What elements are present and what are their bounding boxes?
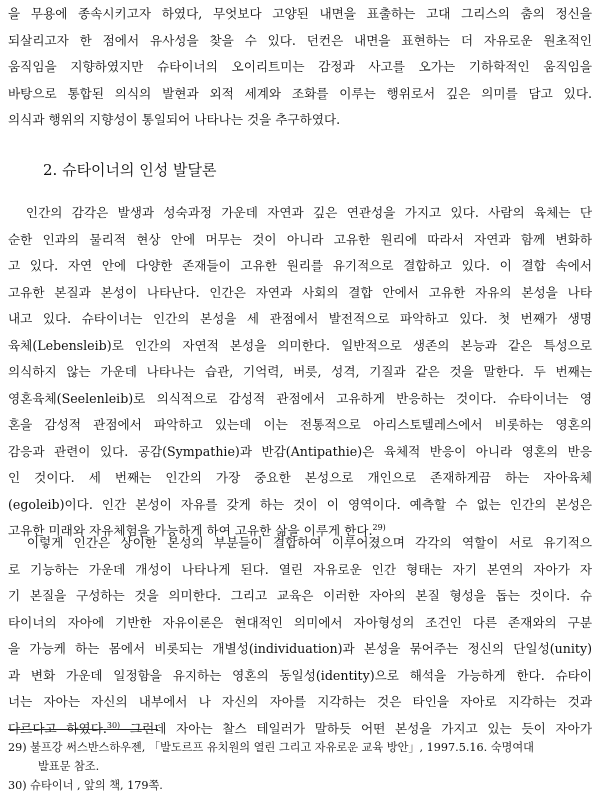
footnote-29 <box>8 738 598 776</box>
text-line: 움직임을 지향하였지만 슈타이너의 오이리트미는 감정과 사고를 오가는 기하학적인 움직임을 <box>8 59 592 74</box>
text-line: 순한 인과의 물리적 현상 안에 머무는 것이 아니라 고유한 원리에 따라서 자연과 함께 변화하 <box>8 231 592 247</box>
text-line: (egoleib)이다. 인간 본성이 자유를 갖게 하는 것이 이 영역이다. 예측할 수 없는 인간의 본성은 <box>8 496 592 512</box>
paragraph-1 <box>8 200 592 545</box>
text-segment: 고유한 미래와 자유체험을 가능하게 하여 고유한 삶을 이루게 한다. <box>8 523 373 538</box>
text-line: 너는 자아는 자신의 내부에서 나 자신의 자아를 지각하는 것은 타인을 자아로 지각하는 것과 <box>8 694 592 709</box>
footnote-ref-29[interactable]: 29) <box>372 522 386 532</box>
text-line: 육체(Lebensleib)로 인간의 자연적 본성을 의미한다. 일반적으로 생존의 본능과 같은 특성으로 <box>8 337 592 353</box>
footnote-ref-30[interactable]: 30) <box>106 720 121 730</box>
text-line: 기 본질을 구성하는 것을 의미한다. 그리고 교육은 이러한 자아의 본질 형성을 돕는 것이다. 슈 <box>8 588 592 603</box>
text-segment: 그런데 자아는 찰스 테일러가 말하듯 어떤 본성을 가지고 있는 듯이 자아가 <box>120 720 592 736</box>
text-line: 인 것이다. 세 번째는 인간의 가장 중요한 본성으로 개인으로 존재하게끔 하는 자아육체 <box>8 470 592 485</box>
text-line: 바탕으로 통합된 의식의 발현과 외적 세계와 조화를 이루는 행위로서 깊은 의미를 담고 있다. <box>8 85 592 101</box>
text-line: 타이너의 자아에 기반한 자유이론은 현대적인 의미에서 자아형성의 조건인 다른 존재와의 구분 <box>8 614 592 630</box>
text-line: 로 기능하는 가운데 개성이 나타나게 된다. 열린 자유로운 인간 형태는 자기 본연의 자아가 자 <box>8 561 592 577</box>
text-line: 내고 있다. 슈타이너는 인간의 본성을 세 관점에서 발전적으로 파악하고 있다. 첫 번째가 생명 <box>8 311 592 326</box>
text-line: 혼을 감성적 관점에서 파악하고 있는데 이는 전통적으로 아리스토텔레스에서 비롯하는 영혼의 <box>8 417 592 432</box>
text-line: 과 변화 가운데 일정함을 유지하는 영혼의 동일성(identity)으로 해석을 가능하게 한다. 슈타이 <box>8 667 592 683</box>
text-line: 되살리고자 한 점에서 유사성을 찾을 수 있다. 던컨은 내면을 표현하는 더 자유로운 원초적인 <box>8 32 592 48</box>
text-line: 영혼육체(Seelenleib)로 의식적으로 감성적 관점에서 고유하게 반응하는 것이다. 슈타이너는 영 <box>8 390 592 406</box>
section-heading: 2. 슈타이너의 인성 발달론 <box>43 161 217 179</box>
text-line: 이렇게 인간은 상이한 본성의 부분들이 결합하여 이루어졌으며 각각의 역할이 서로 유기적으 <box>8 535 592 550</box>
footnote-line: 발표문 참조. <box>38 760 100 773</box>
footnote-30 <box>8 776 598 795</box>
text-line: 고 있다. 자연 안에 다양한 존재들이 고유한 원리를 유기적으로 결합하고 있다. 이 결합 속에서 <box>8 258 592 273</box>
text-line: 의식하지 않는 가운데 나타나는 습관, 기억력, 버릇, 성격, 기질과 같은 것을 말한다. 두 번째는 <box>8 364 592 379</box>
text-line: 의식과 행위의 지향성이 통일되어 나타나는 것을 추구하였다. <box>8 112 341 127</box>
text-line: 을 무용에 종속시키고자 하였다, 무엇보다 고양된 내면을 표출하는 고대 그리스의 춤의 정신을 <box>8 6 592 21</box>
text-line: 을 가능케 하는 몸에서 비롯되는 개별성(individuation)과 본성을 묶어주는 정신의 단일성(unity) <box>8 641 592 656</box>
text-line: 고유한 본질과 본성이 나타난다. 인간은 자연과 사회의 결합 안에서 고유한 자유의 본성을 나타 <box>8 284 592 300</box>
paragraph-2 <box>8 530 592 742</box>
text-line: 감응과 관련이 있다. 공감(Sympathie)과 반감(Antipathie)은 육체적 반응이 아니라 영혼의 반응 <box>8 443 592 459</box>
text-segment: 다르다고 하였다. <box>8 720 107 736</box>
intro-paragraph <box>8 1 592 134</box>
footnote-divider <box>8 729 158 730</box>
footnote-line: 30) 슈타이너 , 앞의 책, 179쪽. <box>8 779 163 792</box>
text-line: 인간의 감각은 발생과 성숙과정 가운데 자연과 깊은 연관성을 가지고 있다. 사람의 육체는 단 <box>8 205 592 220</box>
footnote-line: 29) 불프강 써스반스하우젠, 「발도르프 유치원의 열린 그리고 자유로운 교육 방안」, 1997.5.16. 숙명여대 <box>8 741 534 754</box>
